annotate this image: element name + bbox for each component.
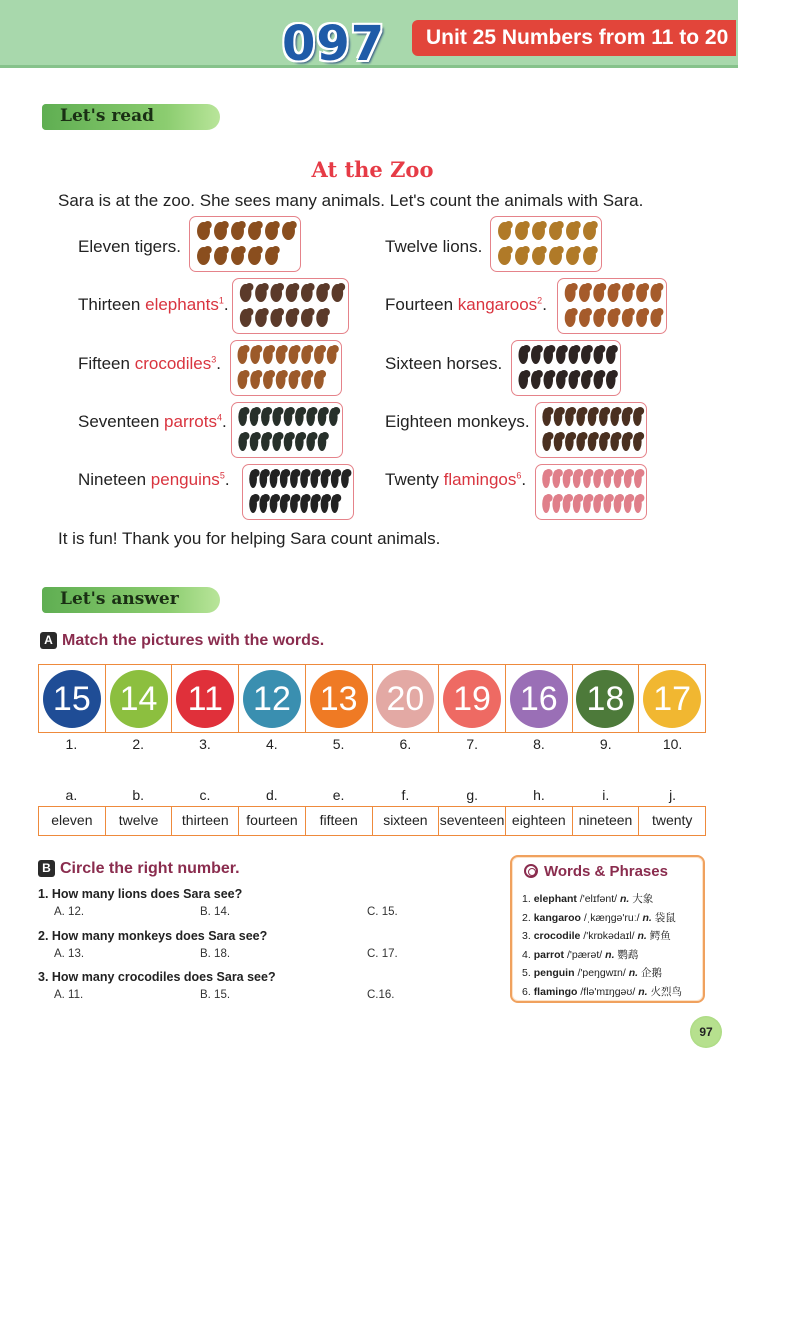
picture-cell bbox=[172, 665, 239, 732]
picture-cell bbox=[573, 665, 640, 732]
vocab-item bbox=[522, 910, 676, 925]
word-letter: a. bbox=[65, 787, 78, 803]
footnote-mark: 2 bbox=[537, 295, 543, 306]
number-word-cell: fifteen bbox=[306, 807, 373, 835]
kangaroos-picture bbox=[557, 278, 667, 334]
animal-line-horses: Sixteen horses. bbox=[385, 354, 503, 373]
picture-cell bbox=[39, 665, 106, 732]
words-phrases-title-text: Words & Phrases bbox=[544, 863, 668, 880]
animal-line-flamingos: Twenty flamingos$^6$. bbox=[385, 470, 527, 489]
vocab-n: 5. bbox=[522, 967, 531, 979]
horses-picture bbox=[511, 340, 621, 396]
footnote-mark: 1 bbox=[218, 295, 224, 306]
vocab-item bbox=[522, 965, 662, 980]
answer-option[interactable]: A. 12. bbox=[54, 906, 85, 918]
vocab-item bbox=[522, 928, 671, 943]
number-word-cell: nineteen bbox=[573, 807, 640, 835]
number-circle: 14 bbox=[110, 670, 168, 728]
number-word: Eleven bbox=[78, 237, 130, 256]
answer-option[interactable]: C. 17. bbox=[367, 948, 398, 960]
number-word-cell: sixteen bbox=[373, 807, 440, 835]
vocab-cn: 袋鼠 bbox=[654, 911, 676, 924]
word-letter: h. bbox=[533, 787, 545, 803]
vocab-ipa: /'elɪfənt/ bbox=[579, 893, 618, 905]
animal-word: elephants bbox=[145, 295, 219, 314]
section-a-heading bbox=[40, 632, 324, 650]
number-word-cell: eighteen bbox=[506, 807, 573, 835]
question-text: 2. How many monkeys does Sara see? bbox=[38, 929, 268, 943]
vocab-cn: 火烈鸟 bbox=[650, 985, 682, 998]
target-icon bbox=[524, 864, 538, 878]
picture-number: 5. bbox=[332, 736, 345, 752]
word-letter: c. bbox=[199, 787, 211, 803]
answer-heading: Let's answer bbox=[60, 589, 179, 609]
read-heading: Let's read bbox=[60, 106, 154, 126]
picture-number: 3. bbox=[199, 736, 211, 752]
vocab-word: parrot bbox=[533, 948, 565, 961]
vocab-ipa: /'krɒkədaɪl/ bbox=[583, 930, 635, 942]
number-word-cell: seventeen bbox=[439, 807, 506, 835]
number-word-cell: fourteen bbox=[239, 807, 306, 835]
number-word: Eighteen bbox=[385, 412, 453, 431]
number-word-cell: eleven bbox=[39, 807, 106, 835]
animal-line-elephants: Thirteen elephants$^1$. bbox=[78, 295, 229, 314]
word-letter: j. bbox=[669, 787, 677, 803]
animal-word: lions bbox=[442, 237, 478, 256]
vocab-word: elephant bbox=[533, 893, 577, 905]
number-word: Sixteen bbox=[385, 354, 442, 373]
picture-number: 4. bbox=[265, 736, 278, 752]
number-circle: 11 bbox=[176, 670, 234, 728]
word-letter: i. bbox=[602, 787, 610, 803]
number-circle: 19 bbox=[443, 670, 501, 728]
vocab-word: crocodile bbox=[533, 930, 581, 942]
animal-line-monkeys: Eighteen monkeys. bbox=[385, 412, 530, 431]
question-text: 1. How many lions does Sara see? bbox=[38, 887, 243, 901]
unit-title: Unit 25 Numbers from 11 to 20 bbox=[412, 20, 736, 56]
word-letter: b. bbox=[132, 787, 145, 803]
number-circle: 12 bbox=[243, 670, 301, 728]
vocab-ipa: /flə'mɪŋgəʊ/ bbox=[580, 985, 636, 998]
picture-cell bbox=[373, 665, 440, 732]
vocab-ipa: /'peŋgwɪn/ bbox=[577, 967, 626, 979]
picture-number: 2. bbox=[132, 736, 145, 752]
picture-number: 8. bbox=[533, 736, 545, 752]
vocab-cn: 鹦鹉 bbox=[617, 948, 639, 961]
footnote-mark: 5 bbox=[219, 470, 225, 481]
number-circle: 18 bbox=[576, 670, 634, 728]
footnote-mark: 4 bbox=[216, 412, 222, 423]
animal-line-parrots: Seventeen parrots$^4$. bbox=[78, 412, 227, 431]
vocab-pos: n. bbox=[638, 985, 648, 998]
vocab-item bbox=[522, 984, 682, 999]
number-circle: 15 bbox=[43, 670, 101, 728]
vocab-word: flamingo bbox=[533, 985, 578, 998]
page-badge: 097 bbox=[282, 16, 386, 72]
answer-option[interactable]: A. 13. bbox=[54, 948, 85, 960]
section-b-instruction: Circle the right number. bbox=[60, 860, 240, 877]
number-circle: 13 bbox=[310, 670, 368, 728]
animal-line-tigers: Eleven tigers. bbox=[78, 237, 182, 256]
picture-cell bbox=[439, 665, 506, 732]
story-title: At the Zoo bbox=[311, 157, 434, 182]
animal-word: crocodiles bbox=[134, 354, 212, 373]
vocab-n: 3. bbox=[522, 930, 531, 942]
animal-line-crocodiles: Fifteen crocodiles$^3$. bbox=[78, 354, 222, 373]
story-intro: Sara is at the zoo. She sees many animals. Let's count the animals with Sara. bbox=[58, 191, 644, 210]
vocab-n: 4. bbox=[522, 948, 531, 961]
picture-number: 9. bbox=[599, 736, 612, 752]
animal-line-lions: Twelve lions. bbox=[385, 237, 483, 256]
answer-option[interactable]: B. 14. bbox=[200, 906, 231, 918]
words-phrases-box bbox=[510, 855, 705, 1003]
number-word-cell: thirteen bbox=[172, 807, 239, 835]
words-phrases-title bbox=[524, 863, 668, 880]
answer-option[interactable]: C.16. bbox=[367, 989, 395, 1001]
picture-cell bbox=[506, 665, 573, 732]
section-b-letter: B bbox=[38, 860, 55, 877]
question-text: 3. How many crocodiles does Sara see? bbox=[38, 970, 276, 984]
vocab-n: 2. bbox=[522, 911, 531, 924]
answer-option[interactable]: C. 15. bbox=[367, 906, 398, 918]
number-circle: 17 bbox=[643, 670, 701, 728]
word-letters bbox=[38, 787, 706, 803]
number-word: Fifteen bbox=[78, 354, 130, 373]
number-word-cell: twelve bbox=[106, 807, 173, 835]
answer-option[interactable]: A. 11. bbox=[54, 989, 84, 1001]
monkeys-picture bbox=[535, 402, 647, 458]
animal-word: monkeys bbox=[456, 412, 525, 431]
number-word: Thirteen bbox=[78, 295, 141, 314]
section-b-heading bbox=[38, 860, 240, 878]
picture-cell bbox=[239, 665, 306, 732]
story-outro: It is fun! Thank you for helping Sara count animals. bbox=[58, 529, 441, 548]
penguins-picture bbox=[242, 464, 354, 520]
flamingos-picture bbox=[535, 464, 647, 520]
vocab-ipa: /ˌkæŋgə'ruː/ bbox=[583, 911, 640, 924]
number-words-grid bbox=[38, 806, 706, 836]
number-word: Seventeen bbox=[78, 412, 160, 431]
number-word: Fourteen bbox=[385, 295, 454, 314]
vocab-ipa: /'pærət/ bbox=[566, 948, 603, 961]
vocab-cn: 鳄鱼 bbox=[649, 930, 671, 942]
lions-picture bbox=[490, 216, 602, 272]
parrots-picture bbox=[231, 402, 343, 458]
vocab-pos: n. bbox=[628, 967, 639, 979]
number-circle: 20 bbox=[376, 670, 434, 728]
number-circles-grid bbox=[38, 664, 706, 733]
footnote-mark: 6 bbox=[516, 470, 522, 481]
vocab-item bbox=[522, 891, 653, 906]
word-letter: d. bbox=[265, 787, 278, 803]
tigers-picture bbox=[189, 216, 301, 272]
section-a-letter: A bbox=[40, 632, 57, 649]
vocab-word: kangaroo bbox=[533, 911, 581, 924]
animal-word: parrots bbox=[164, 412, 217, 431]
vocab-item bbox=[522, 947, 638, 962]
animal-line-kangaroos: Fourteen kangaroos$^2$. bbox=[385, 295, 547, 314]
number-word: Nineteen bbox=[78, 470, 147, 489]
answer-option[interactable]: B. 15. bbox=[200, 989, 231, 1001]
number-word-cell: twenty bbox=[651, 812, 693, 828]
picture-cell bbox=[639, 665, 705, 732]
picture-cell bbox=[306, 665, 373, 732]
section-a-instruction: Match the pictures with the words. bbox=[62, 632, 325, 649]
picture-numbers bbox=[38, 736, 706, 752]
elephants-picture bbox=[232, 278, 349, 334]
animal-word: penguins bbox=[150, 470, 220, 489]
number-circle: 16 bbox=[510, 670, 568, 728]
crocodiles-picture bbox=[230, 340, 342, 396]
vocab-pos: n. bbox=[605, 948, 615, 961]
word-letter: g. bbox=[466, 787, 479, 803]
picture-number: 7. bbox=[466, 736, 479, 752]
word-letter: e. bbox=[332, 787, 345, 803]
answer-option[interactable]: B. 18. bbox=[200, 948, 231, 960]
animal-word: tigers bbox=[134, 237, 177, 256]
word-letter: f. bbox=[401, 787, 410, 803]
number-word: Twenty bbox=[385, 470, 439, 489]
footnote-mark: 3 bbox=[211, 354, 217, 365]
vocab-pos: n. bbox=[637, 930, 647, 942]
vocab-n: 1. bbox=[522, 893, 531, 905]
animal-word: horses bbox=[446, 354, 498, 373]
page-number: 97 bbox=[690, 1016, 722, 1048]
animal-line-penguins: Nineteen penguins$^5$. bbox=[78, 470, 230, 489]
picture-number: 10. bbox=[662, 736, 683, 752]
animal-word: kangaroos bbox=[457, 295, 538, 314]
vocab-cn: 企鹅 bbox=[640, 967, 662, 979]
vocab-n: 6. bbox=[522, 985, 531, 998]
vocab-pos: n. bbox=[642, 911, 652, 924]
picture-number: 6. bbox=[399, 736, 412, 752]
animal-word: flamingos bbox=[443, 470, 517, 489]
picture-cell bbox=[106, 665, 173, 732]
vocab-cn: 大象 bbox=[632, 893, 654, 905]
vocab-word: penguin bbox=[533, 967, 575, 979]
vocab-pos: n. bbox=[619, 893, 630, 905]
picture-number: 1. bbox=[65, 736, 78, 752]
number-word: Twelve bbox=[385, 237, 438, 256]
